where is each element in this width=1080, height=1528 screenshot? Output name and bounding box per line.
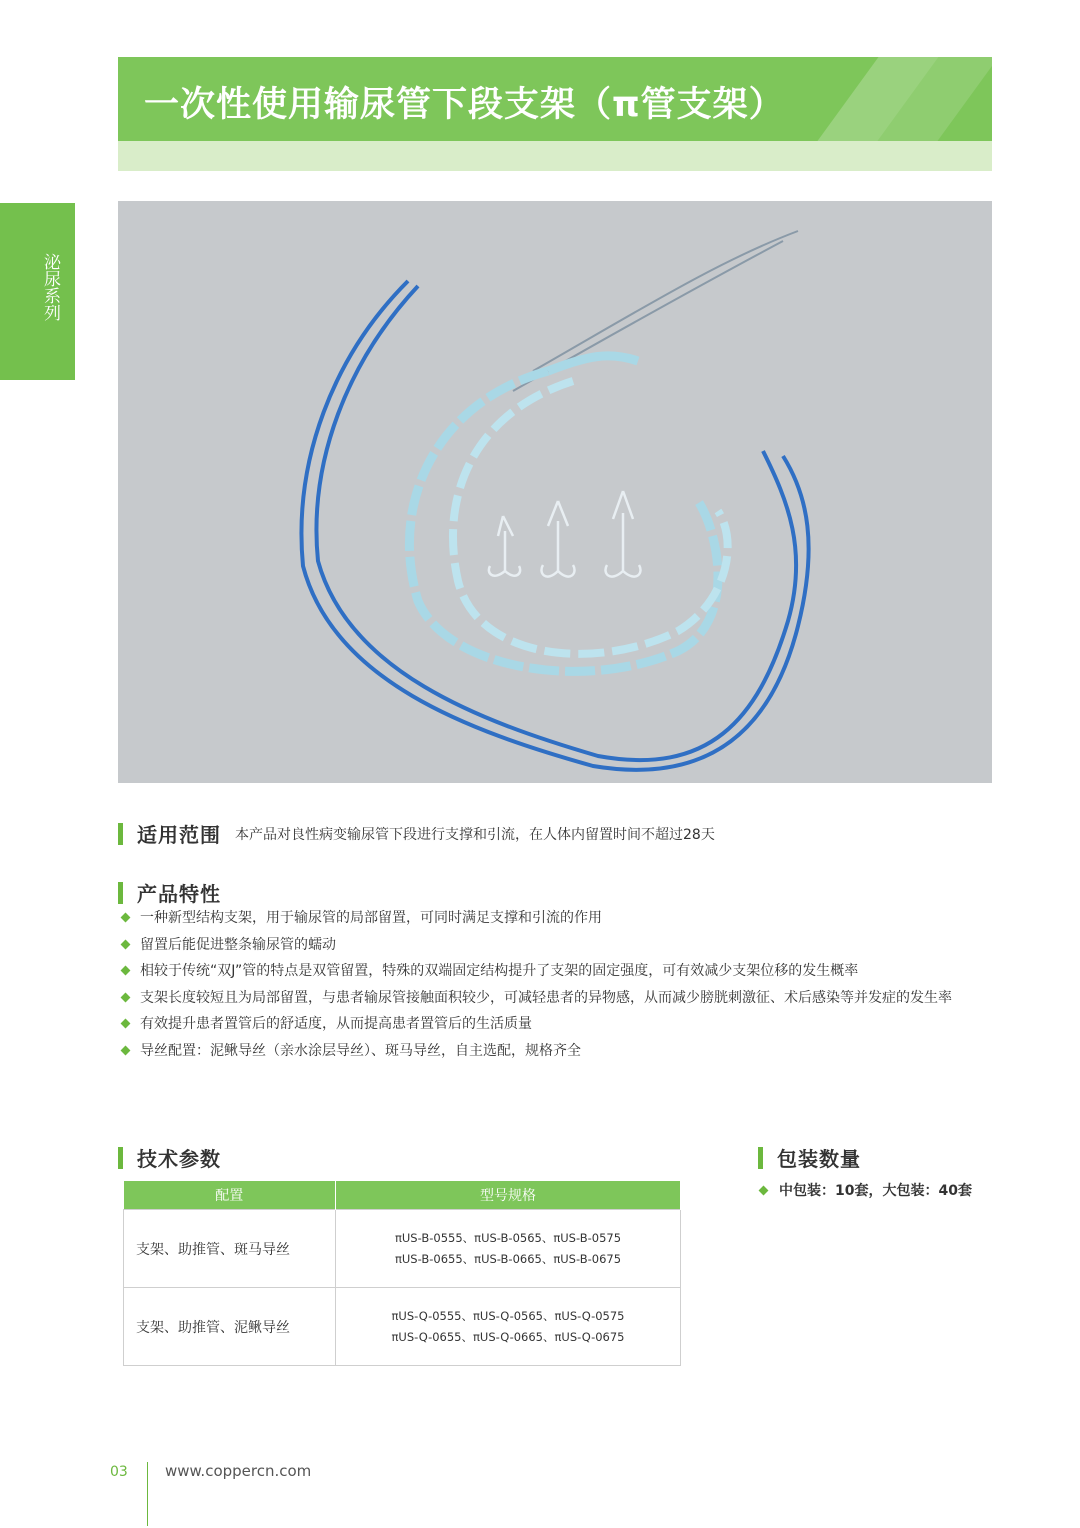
tech-section-heading — [118, 1143, 221, 1172]
section-marker — [118, 1147, 123, 1169]
packaging-heading: 包装数量 — [777, 1147, 861, 1171]
diamond-bullet-icon — [121, 1019, 131, 1029]
feature-item: 导丝配置：泥鳅导丝（亲水涂层导丝）、斑马导丝，自主选配，规格齐全 — [120, 1038, 980, 1065]
features-list — [120, 905, 980, 1064]
website-url: www.coppercn.com — [165, 1462, 312, 1480]
page-number: 03 — [110, 1464, 128, 1480]
scope-heading: 适用范围 — [137, 823, 221, 847]
page-title: 一次性使用输尿管下段支架（π管支架） — [144, 85, 785, 125]
scope-text: 本产品对良性病变输尿管下段进行支撑和引流，在人体内留置时间不超过28天 — [235, 826, 715, 843]
category-side-tab — [0, 203, 75, 380]
diamond-bullet-icon — [121, 939, 131, 949]
product-photo — [118, 201, 992, 783]
feature-item: 一种新型结构支架，用于输尿管的局部留置，可同时满足支撑和引流的作用 — [120, 905, 980, 932]
category-label: 泌尿系列 — [40, 253, 60, 321]
section-marker — [758, 1147, 763, 1169]
feature-item: 支架长度较短且为局部留置，与患者输尿管接触面积较少，可减轻患者的异物感，从而减少膀胱刺激征、术后感染等并发症的发生率 — [120, 985, 980, 1012]
table-row — [124, 1210, 681, 1288]
tech-params-table — [123, 1181, 681, 1366]
packaging-text: 中包装：10套，大包装：40套 — [779, 1183, 972, 1199]
diamond-bullet-icon — [121, 1045, 131, 1055]
table-row — [124, 1288, 681, 1366]
model-line: πUS-B-0655、πUS-B-0665、πUS-B-0675 — [394, 1251, 622, 1266]
config-cell: 支架、助推管、泥鳅导丝 — [124, 1288, 336, 1366]
model-line: πUS-Q-0655、πUS-Q-0665、πUS-Q-0675 — [391, 1329, 625, 1344]
feature-item: 留置后能促进整条输尿管的蠕动 — [120, 932, 980, 959]
section-marker — [118, 882, 123, 904]
diamond-bullet-icon — [121, 966, 131, 976]
packaging-section-heading — [758, 1143, 861, 1172]
scope-section — [118, 819, 715, 848]
feature-item: 有效提升患者置管后的舒适度，从而提高患者置管后的生活质量 — [120, 1011, 980, 1038]
model-cell — [336, 1210, 681, 1288]
config-cell: 支架、助推管、斑马导丝 — [124, 1210, 336, 1288]
table-header-row — [124, 1181, 681, 1210]
model-line: πUS-B-0555、πUS-B-0565、πUS-B-0575 — [394, 1230, 622, 1245]
features-heading: 产品特性 — [137, 882, 221, 906]
stent-illustration — [118, 201, 992, 783]
model-cell — [336, 1288, 681, 1366]
section-marker — [118, 823, 123, 845]
footer-divider — [147, 1462, 148, 1526]
diamond-bullet-icon — [759, 1185, 769, 1195]
tech-heading: 技术参数 — [137, 1147, 221, 1171]
diamond-bullet-icon — [121, 913, 131, 923]
column-header-model: 型号规格 — [336, 1181, 681, 1210]
features-section-heading — [118, 878, 221, 907]
title-banner — [118, 57, 992, 171]
model-line: πUS-Q-0555、πUS-Q-0565、πUS-Q-0575 — [391, 1308, 625, 1323]
packaging-item — [760, 1180, 972, 1200]
column-header-config: 配置 — [124, 1181, 336, 1210]
diamond-bullet-icon — [121, 992, 131, 1002]
feature-item: 相较于传统“双J”管的特点是双管留置，特殊的双端固定结构提升了支架的固定强度，可有效减少支架位移的发生概率 — [120, 958, 980, 985]
